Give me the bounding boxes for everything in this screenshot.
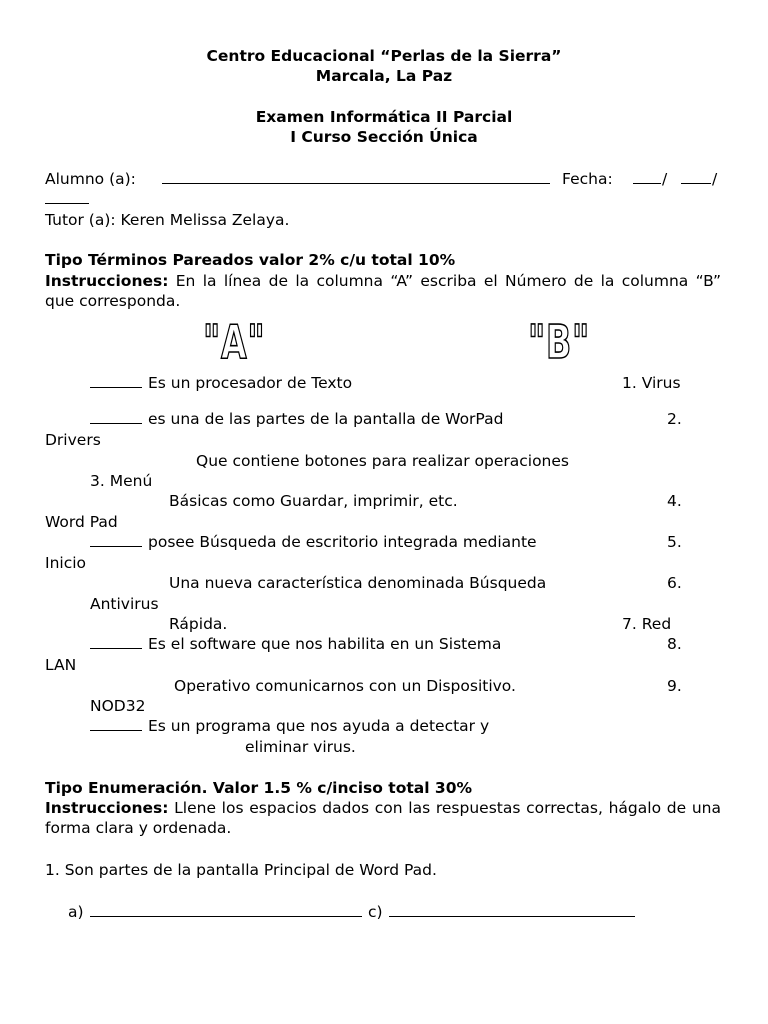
option: 9.: [667, 677, 682, 695]
course-title: I Curso Sección Única: [290, 128, 478, 146]
option: Word Pad: [45, 513, 118, 531]
option: 1. Virus: [622, 374, 681, 392]
answer-blank-3[interactable]: [90, 532, 142, 552]
fecha-day-field[interactable]: [633, 169, 661, 189]
section1-instructions: [45, 271, 721, 311]
item-line: posee Búsqueda de escritorio integrada mediante: [148, 533, 537, 551]
answer-a-label: a): [68, 903, 84, 921]
column-a-heading: "A": [203, 315, 266, 369]
tutor-line: Tutor (a): Keren Melissa Zelaya.: [45, 211, 290, 229]
option: Antivirus: [90, 595, 159, 613]
fecha-month-field[interactable]: [681, 169, 711, 189]
section2-title: Tipo Enumeración. Valor 1.5 % c/inciso total 30%: [45, 779, 473, 797]
section1-instr-text: En la línea de la columna “A” escriba el Número de la columna “B” que corresponda.: [45, 272, 721, 310]
option: 2.: [667, 410, 682, 428]
item-line: Que contiene botones para realizar operaciones: [196, 452, 569, 470]
section1-title: Tipo Términos Pareados valor 2% c/u total 10%: [45, 251, 456, 269]
answer-blank-4[interactable]: [90, 634, 142, 654]
item-line: Es un programa que nos ayuda a detectar y: [148, 717, 490, 735]
item-line: Operativo comunicarnos con un Dispositivo.: [174, 677, 516, 695]
answer-blank-1[interactable]: [90, 373, 142, 393]
question-1: 1. Son partes de la pantalla Principal de Word Pad.: [45, 861, 437, 879]
answer-c-field[interactable]: [389, 902, 635, 922]
item-line: Básicas como Guardar, imprimir, etc.: [169, 492, 458, 510]
option: Drivers: [45, 431, 101, 449]
exam-title: Examen Informática II Parcial: [255, 108, 513, 126]
item-line: Una nueva característica denominada Búsqueda: [169, 574, 547, 592]
column-b-heading: "B": [528, 315, 590, 369]
option: Inicio: [45, 554, 87, 572]
item-line: eliminar virus.: [245, 738, 356, 756]
answer-blank-2[interactable]: [90, 409, 142, 429]
school-location: Marcala, La Paz: [315, 67, 453, 85]
fecha-sep-1: /: [662, 170, 668, 188]
fecha-label: Fecha:: [562, 170, 613, 188]
option: LAN: [45, 656, 77, 674]
option: 5.: [667, 533, 682, 551]
item-line: Rápida.: [169, 615, 228, 633]
item-line: es una de las partes de la pantalla de WorPad: [148, 410, 504, 428]
section2-instr-label: Instrucciones:: [45, 799, 169, 817]
section2-instr-text: Llene los espacios dados con las respuestas correctas, hágalo de una forma clara y ordenada.: [45, 799, 721, 837]
option: NOD32: [90, 697, 146, 715]
answer-c-label: c): [368, 903, 383, 921]
answer-a-field[interactable]: [90, 902, 362, 922]
fecha-sep-2: /: [712, 170, 718, 188]
item-line: Es un procesador de Texto: [148, 374, 353, 392]
option: 3. Menú: [90, 472, 153, 490]
option: 8.: [667, 635, 682, 653]
fecha-year-field[interactable]: [45, 189, 89, 209]
option: 7. Red: [622, 615, 672, 633]
option: 6.: [667, 574, 682, 592]
alumno-label: Alumno (a):: [45, 170, 136, 188]
section2-instructions: [45, 798, 721, 838]
section1-instr-label: Instrucciones:: [45, 272, 169, 290]
option: 4.: [667, 492, 682, 510]
item-line: Es el software que nos habilita en un Sistema: [148, 635, 502, 653]
answer-blank-5[interactable]: [90, 716, 142, 736]
alumno-field[interactable]: [162, 169, 550, 189]
school-name: Centro Educacional “Perlas de la Sierra”: [206, 47, 562, 65]
